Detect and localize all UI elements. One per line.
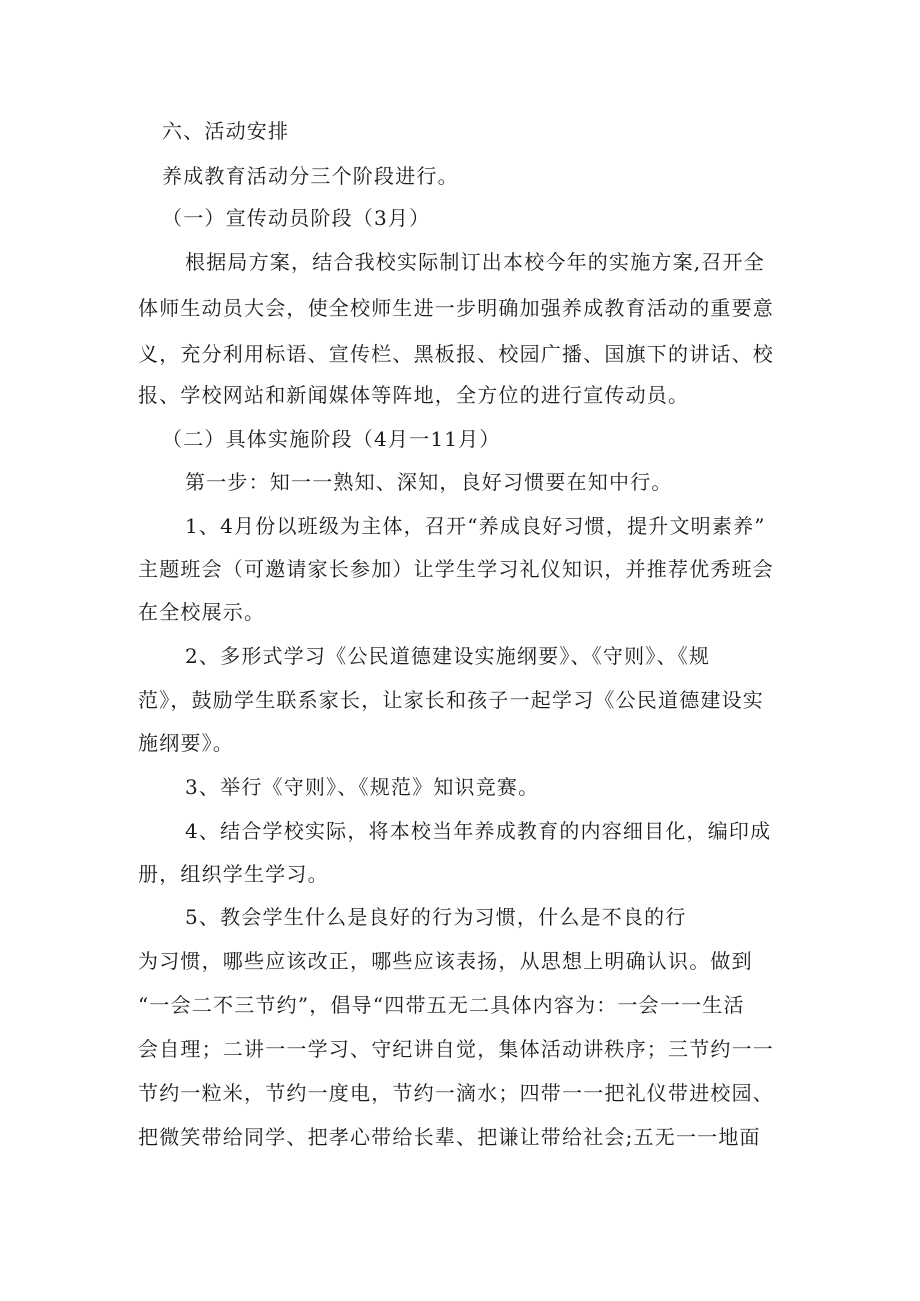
- paragraph-line: 3、举行《守则》、《规范》知识竞赛。: [185, 775, 540, 799]
- paragraph-line: 4、结合学校实际，将本校当年养成教育的内容细目化，编印成: [185, 819, 772, 843]
- paragraph-line: “一会二不三节约”，倡导“四带五无二具体内容为：一会一一生活: [138, 993, 745, 1017]
- section-heading: 六、活动安排: [162, 119, 290, 143]
- paragraph-line: 会自理；二讲一一学习、守纪讲自觉，集体活动讲秩序；三节约一一: [138, 1037, 774, 1061]
- paragraph-line: 2、多形式学习《公民道德建设实施纲要》、《守则》、《规: [185, 644, 711, 668]
- paragraph-line: 义，充分利用标语、宣传栏、黑板报、校园广播、国旗下的讲话、校: [138, 342, 774, 366]
- paragraph-line: 体师生动员大会，使全校师生进一步明确加强养成教育活动的重要意: [138, 296, 774, 320]
- paragraph-line: 把微笑带给同学、把孝心带给长辈、把谦让带给社会;五无一一地面: [138, 1125, 761, 1149]
- paragraph-line: 报、学校网站和新闻媒体等阵地，全方位的进行宣传动员。: [138, 383, 690, 407]
- paragraph-line: 1、4月份以班级为主体，召开“养成良好习惯，提升文明素养”: [185, 514, 766, 538]
- paragraph-line: 根据局方案，结合我校实际制订出本校今年的实施方案,召开全: [185, 250, 765, 274]
- subsection-heading: （一）宣传动员阶段（3月）: [162, 206, 431, 230]
- paragraph-line: 5、教会学生什么是良好的行为习惯，什么是不良的行: [185, 905, 687, 929]
- paragraph-line: 养成教育活动分三个阶段进行。: [162, 164, 459, 188]
- paragraph-line: 册，组织学生学习。: [138, 862, 329, 886]
- paragraph-line: 第一步：知一一熟知、深知，良好习惯要在知中行。: [185, 470, 673, 494]
- subsection-heading: （二）具体实施阶段（4月一11月）: [162, 427, 501, 451]
- paragraph-line: 节约一粒米，节约一度电，节约一滴水；四带一一把礼仪带进校园、: [138, 1081, 774, 1105]
- paragraph-line: 在全校展示。: [138, 600, 266, 624]
- paragraph-line: 范》，鼓励学生联系家长，让家长和孩子一起学习《公民道德建设实: [138, 688, 764, 712]
- paragraph-line: 施纲要》。: [138, 731, 234, 755]
- paragraph-line: 为习惯，哪些应该改正，哪些应该表扬，从思想上明确认识。做到: [138, 949, 753, 973]
- paragraph-line: 主题班会（可邀请家长参加）让学生学习礼仪知识，并推荐优秀班会: [138, 557, 774, 581]
